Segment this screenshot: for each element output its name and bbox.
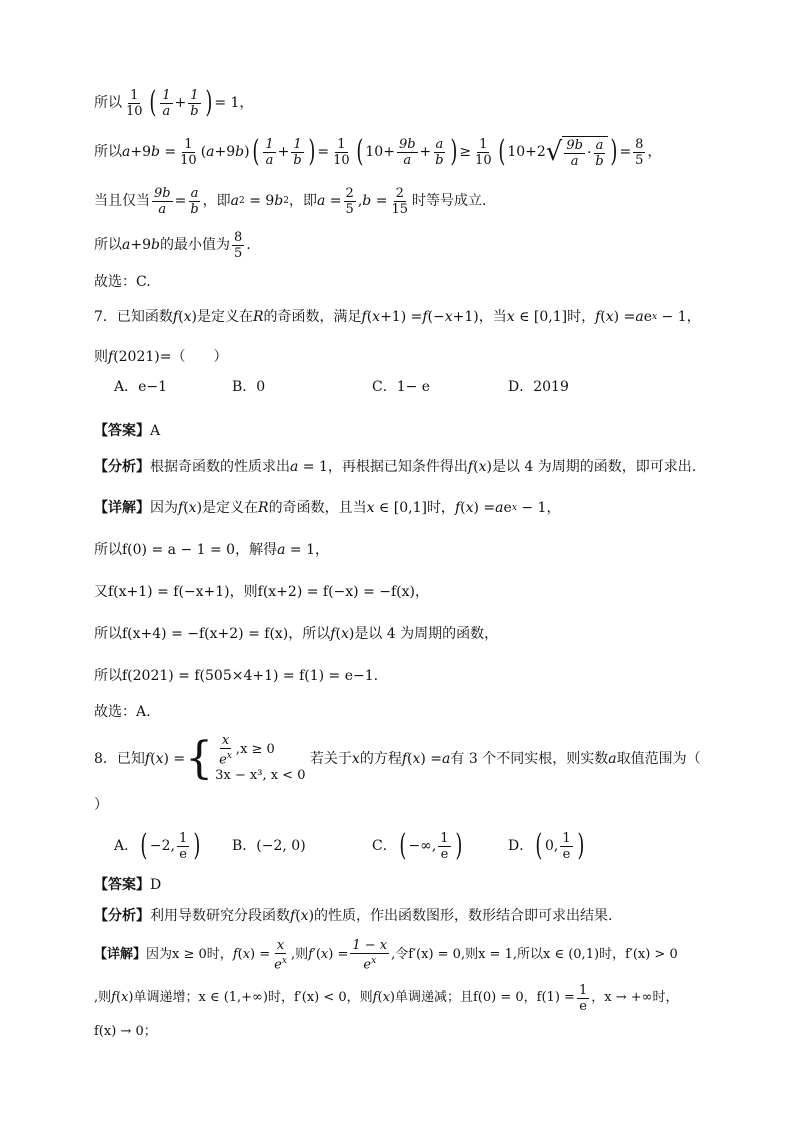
line-5: 故选：C. [94, 274, 151, 290]
line-1: 所以 $\frac{1}{10}$ ( $\frac{1}{a}$ + $\frac{1}{b}$ ) = 1， [94, 85, 254, 120]
option-c[interactable]: C．1− e [372, 379, 431, 395]
detail-7-step-4: 所以 f(2021) = f(505×4+1) = f(1) = e−1. [94, 668, 379, 684]
detail-7-conclusion: 故选：A. [94, 704, 151, 720]
answer-8: 【答案】 D [94, 877, 162, 893]
option-b[interactable]: B．0 [232, 379, 266, 395]
option-d[interactable]: D．2019 [508, 379, 569, 395]
option-d[interactable]: D． ( 0, $\frac{1}{e}$ ) [508, 828, 584, 863]
option-c[interactable]: C． ( −∞, $\frac{1}{e}$ ) [372, 828, 462, 863]
question-8-options [94, 830, 754, 862]
option-a[interactable]: A． ( −2, $\frac{1}{e}$ ) [114, 828, 201, 863]
line-2: 所以 a +9 b = $\frac{1}{10}$ ( a +9 b ) ( $\frac{1}{a}$ + $\frac{1}{b}$ ) = $\frac{1}{10}$ ( 10+ $\frac{9b}{a}$ + $\frac{a}{b}$ ) ≥ $\frac{1}{10}$ ( 10+2 √ $\frac{9b}{a}$ · $\frac{a}{b}$ ) = $\frac{8}{5}$ ， [94, 134, 662, 169]
detail-7: 【详解】 因为 f ( x ) 是定义在 R 的奇函数，且当 x ∈ [0,1] 时， f ( x ) = a e x − 1 ， [94, 500, 561, 516]
detail-7-step-1: 所以 f(0) = a − 1 = 0 ，解得 a = 1 ， [94, 542, 329, 558]
analysis-7: 【分析】 根据奇函数的性质求出 a = 1 ，再根据已知条件得出 f ( x ) 是以 4 为周期的函数，即可求出. [94, 459, 697, 475]
detail-7-step-2: 又 f(x+1) = f(−x+1) ，则 f(x+2) = f(−x) = −f(x) ， [94, 584, 430, 600]
line-3: 当且仅当 $\frac{9b}{a}$ = $\frac{a}{b}$ ，即 a 2 = 9 b 2 ，即 a = $\frac{2}{5}$ , b = $\frac{2}{15}$ 时等号成立. [94, 185, 487, 217]
question-8-stem-2: ） [94, 797, 108, 813]
answer-7: 【答案】 A [94, 423, 161, 439]
detail-8-line-2: ,则 f ( x ) 单调递增； x ∈ (1,+∞) 时， f′(x) < 0 ，则 f ( x ) 单调递减；且 f(0) = 0 ， f(1) = $\frac{1}{e}$ ， x → +∞ 时， [94, 982, 679, 1014]
question-8-stem: 8．已知 f ( x ) = { $\frac{x}{e^x}$ , x ≥ 0 3x − x³, x < 0 若关于 x 的方程 f ( x ) = a 有 3 个不同实根，则实数 a 取值范围为（ [94, 732, 701, 784]
line-4: 所以 a +9 b 的最小值为 $\frac{8}{5}$ . [94, 229, 251, 261]
option-a[interactable]: A．e−1 [114, 379, 168, 395]
analysis-8: 【分析】 利用导数研究分段函数 f ( x ) 的性质，作出函数图形，数形结合即可求出结果. [94, 908, 613, 924]
question-7-stem: 7．已知函数 f ( x ) 是定义在 R 的奇函数，满足 f ( x +1) = f (− x +1) ，当 x ∈ [0,1] 时， f ( x ) = a e x − 1 ， [94, 309, 701, 325]
detail-7-step-3: 所以 f(x+4) = −f(x+2) = f(x) ，所以 f ( x ) 是以 4 为周期的函数， [94, 626, 499, 642]
question-7-stem-2: 则 f (2021) =（ ） [94, 349, 228, 365]
option-b[interactable]: B． (−2, 0) [232, 838, 306, 854]
detail-8-line-3: f(x) → 0； [94, 1024, 157, 1039]
detail-8: 【详解】 因为 x ≥ 0 时， f ( x ) = $\frac{x}{e^x}$ ,则 f ′( x ) = $\frac{1 - x}{e^x}$ ,令 f′(x) = 0 ,则 x = 1 ,所以 x ∈ (0,1) 时， f′(x) > 0 [94, 937, 678, 973]
